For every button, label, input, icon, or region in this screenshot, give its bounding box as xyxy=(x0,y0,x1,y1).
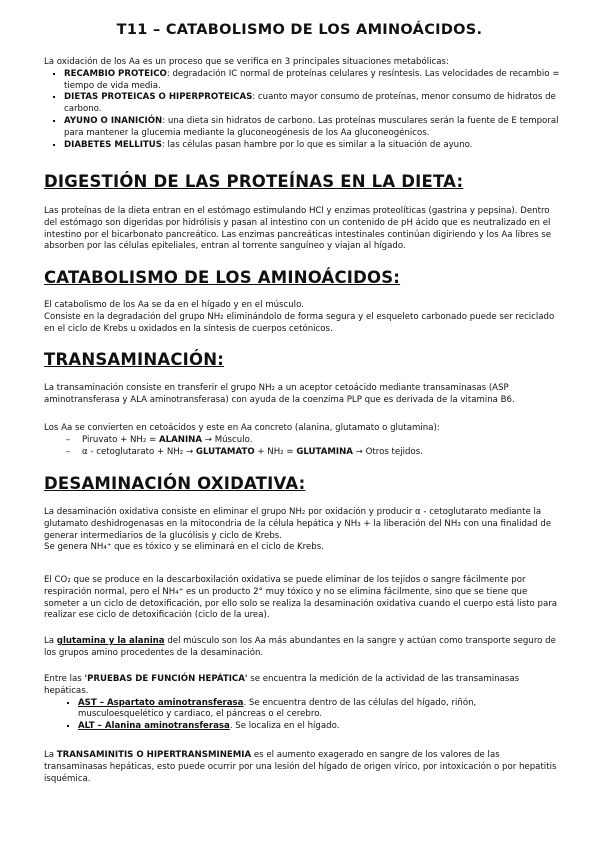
text-run: La xyxy=(44,750,57,760)
situations-list xyxy=(44,69,564,152)
item-term: DIETAS PROTEICAS O HIPERPROTEICAS xyxy=(64,92,253,103)
intro-section xyxy=(44,57,564,151)
enzymes-list xyxy=(44,698,564,733)
deamination-text-2: Se genera NH₄⁺ que es tóxico y se eliminará en el ciclo de Krebs. xyxy=(44,542,324,553)
item-term: AST – Aspartato aminotransferasa xyxy=(78,697,244,708)
deamination-p2 xyxy=(44,575,564,622)
catabolism-paragraph xyxy=(44,300,564,335)
digestion-paragraph xyxy=(44,206,564,253)
reaction-text: → Músculo. xyxy=(202,434,253,445)
section-heading-digestion: DIGESTIÓN DE LAS PROTEÍNAS EN LA DIETA: xyxy=(44,172,464,191)
liver-tests-paragraph xyxy=(44,674,564,698)
item-desc: : las células pasan hambre por lo que es similar a la situación de ayuno. xyxy=(161,139,473,150)
deamination-p3 xyxy=(44,636,564,660)
section-heading-transamination: TRANSAMINACIÓN: xyxy=(44,350,225,369)
co2-paragraph: El CO₂ que se produce en la descarboxilación oxidativa se puede eliminar de los tejidos o sangre fácilmente por respiración normal, pero el NH₄⁺ es un producto 2° muy tóxico y no se elimina fácilmente, sino que se tiene que someter a un ciclo de detoxificación, por ello solo se realiza la desaminación oxidativa cuando el cuerpo está listo para realizar ese ciclo de detoxificación (ciclo de la urea). xyxy=(44,575,558,621)
text-run: es el aumento exagerado en sangre de los valores de las transaminasas hepáticas, esto puede ocurrir por una lesión del hígado de origen vírico, por intoxicación o por hepatitis isquémica. xyxy=(44,750,557,784)
item-term: AYUNO O INANICIÓN xyxy=(64,115,163,126)
text-run: La xyxy=(44,636,57,646)
page-title: T11 – CATABOLISMO DE LOS AMINOÁCIDOS. xyxy=(116,22,483,38)
item-desc: : cuanto mayor consumo de proteínas, menor consumo de hidratos de carbono. xyxy=(64,92,556,115)
transamination-p1 xyxy=(44,383,564,407)
reactions-list xyxy=(44,435,564,459)
list-item xyxy=(78,698,564,722)
reaction-text: α - cetoglutarato + NH₂ → xyxy=(82,446,196,457)
dash-bullet: – xyxy=(66,446,71,457)
dash-bullet: – xyxy=(66,434,71,445)
emphasis-text: glutamina y la alanina xyxy=(56,636,165,646)
digestion-text: Las proteínas de la dieta entran en el estómago estimulando HCl y enzimas proteolíticas (gastrina y pepsina). Dentro del estómago son digeridas por hidrólisis y pasan al intestino con un contenido de pH ácido que es neutralizado en el intestino por el bicarbonato pancreático. Las enzimas pancreáticas intestinales continúan digiriendo y los Aa libres se absorben por las células epiteliales, entran al torrente sanguíneo y viajan al hígado. xyxy=(44,206,552,252)
reaction-product: ALANINA xyxy=(159,434,203,445)
deamination-text: La desaminación oxidativa consiste en eliminar el grupo NH₂ por oxidación y producir α - cetoglutarato mediante la glutamato deshidrogenasas en la mitocondria de la célula hepática y NH₃ + la liberación del NH₃ con una finalidad de generar intermediarios de la glucólisis y ciclo de Krebs. xyxy=(44,507,552,541)
transamination-text: La transaminación consiste en transferir el grupo NH₂ a un aceptor cetoácido mediante transaminasas (ASP aminotransferasa y ALA aminotransferasa) con ayuda de la coenzima PLP que es derivada de la vitamina B6. xyxy=(44,383,515,405)
emphasis-text: 'PRUEBAS DE FUNCIÓN HEPÁTICA' xyxy=(84,674,248,684)
text-run: del músculo son los Aa más abundantes en la sangre y actúan como transporte seguro de los grupos amino procedentes de la desaminación. xyxy=(44,636,556,658)
item-desc: . Se encuentra dentro de las células del hígado, riñón, musculoesquelético y cardiaco, el páncreas o el cerebro. xyxy=(78,697,477,720)
item-desc: . Se localiza en el hígado. xyxy=(229,721,340,732)
list-item xyxy=(66,435,564,447)
reaction-text: + NH₂ = xyxy=(254,446,297,457)
reaction-text: → Otros tejidos. xyxy=(352,446,423,457)
reaction-text: Piruvato + NH₂ = xyxy=(82,434,160,445)
transaminitis-paragraph xyxy=(44,750,564,785)
item-term: DIABETES MELLITUS xyxy=(64,139,162,150)
section-heading-catabolism: CATABOLISMO DE LOS AMINOÁCIDOS: xyxy=(44,268,401,287)
item-term: RECAMBIO PROTEICO xyxy=(64,68,167,79)
section-heading-deamination: DESAMINACIÓN OXIDATIVA: xyxy=(44,474,306,493)
text-run: Entre las xyxy=(44,674,85,684)
transamination-p2 xyxy=(44,423,564,458)
reaction-product: GLUTAMATO xyxy=(195,446,255,457)
item-desc: : una dieta sin hidratos de carbono. Las proteínas musculares serán la fuente de E temporal para mantener la glucemia mediante la gluconeogénesis de los Aa gluconeogénicos. xyxy=(64,115,559,138)
list-item xyxy=(66,447,564,459)
transamination-intro: Los Aa se convierten en cetoácidos y este en Aa concreto (alanina, glutamato o glutamina): xyxy=(44,423,440,433)
emphasis-text: TRANSAMINITIS O HIPERTRANSMINEMIA xyxy=(56,750,252,760)
list-item xyxy=(78,721,564,733)
reaction-product: GLUTAMINA xyxy=(296,446,353,457)
deamination-p1 xyxy=(44,507,564,554)
glutamine-paragraph xyxy=(44,636,564,660)
intro-text: La oxidación de los Aa es un proceso que se verifica en 3 principales situaciones metabólicas: xyxy=(44,57,449,67)
list-item xyxy=(64,92,564,116)
item-desc: : degradación IC normal de proteínas celulares y resíntesis. Las velocidades de recambio = tiempo de vida media. xyxy=(64,68,560,91)
list-item xyxy=(64,69,564,93)
item-term: ALT – Alanina aminotransferasa xyxy=(78,721,230,732)
catabolism-line1: El catabolismo de los Aa se da en el hígado y en el músculo. xyxy=(44,300,304,310)
deamination-p5 xyxy=(44,750,564,785)
text-run: se encuentra la medición de la actividad de las transaminasas hepáticas. xyxy=(44,674,520,696)
deamination-p4 xyxy=(44,674,564,733)
list-item xyxy=(64,140,564,152)
list-item xyxy=(64,116,564,140)
catabolism-line2: Consiste en la degradación del grupo NH₂ eliminándolo de forma segura y el esqueleto carbonado puede ser reciclado en el ciclo de Krebs u oxidados en la síntesis de cuerpos cetónicos. xyxy=(44,311,555,334)
